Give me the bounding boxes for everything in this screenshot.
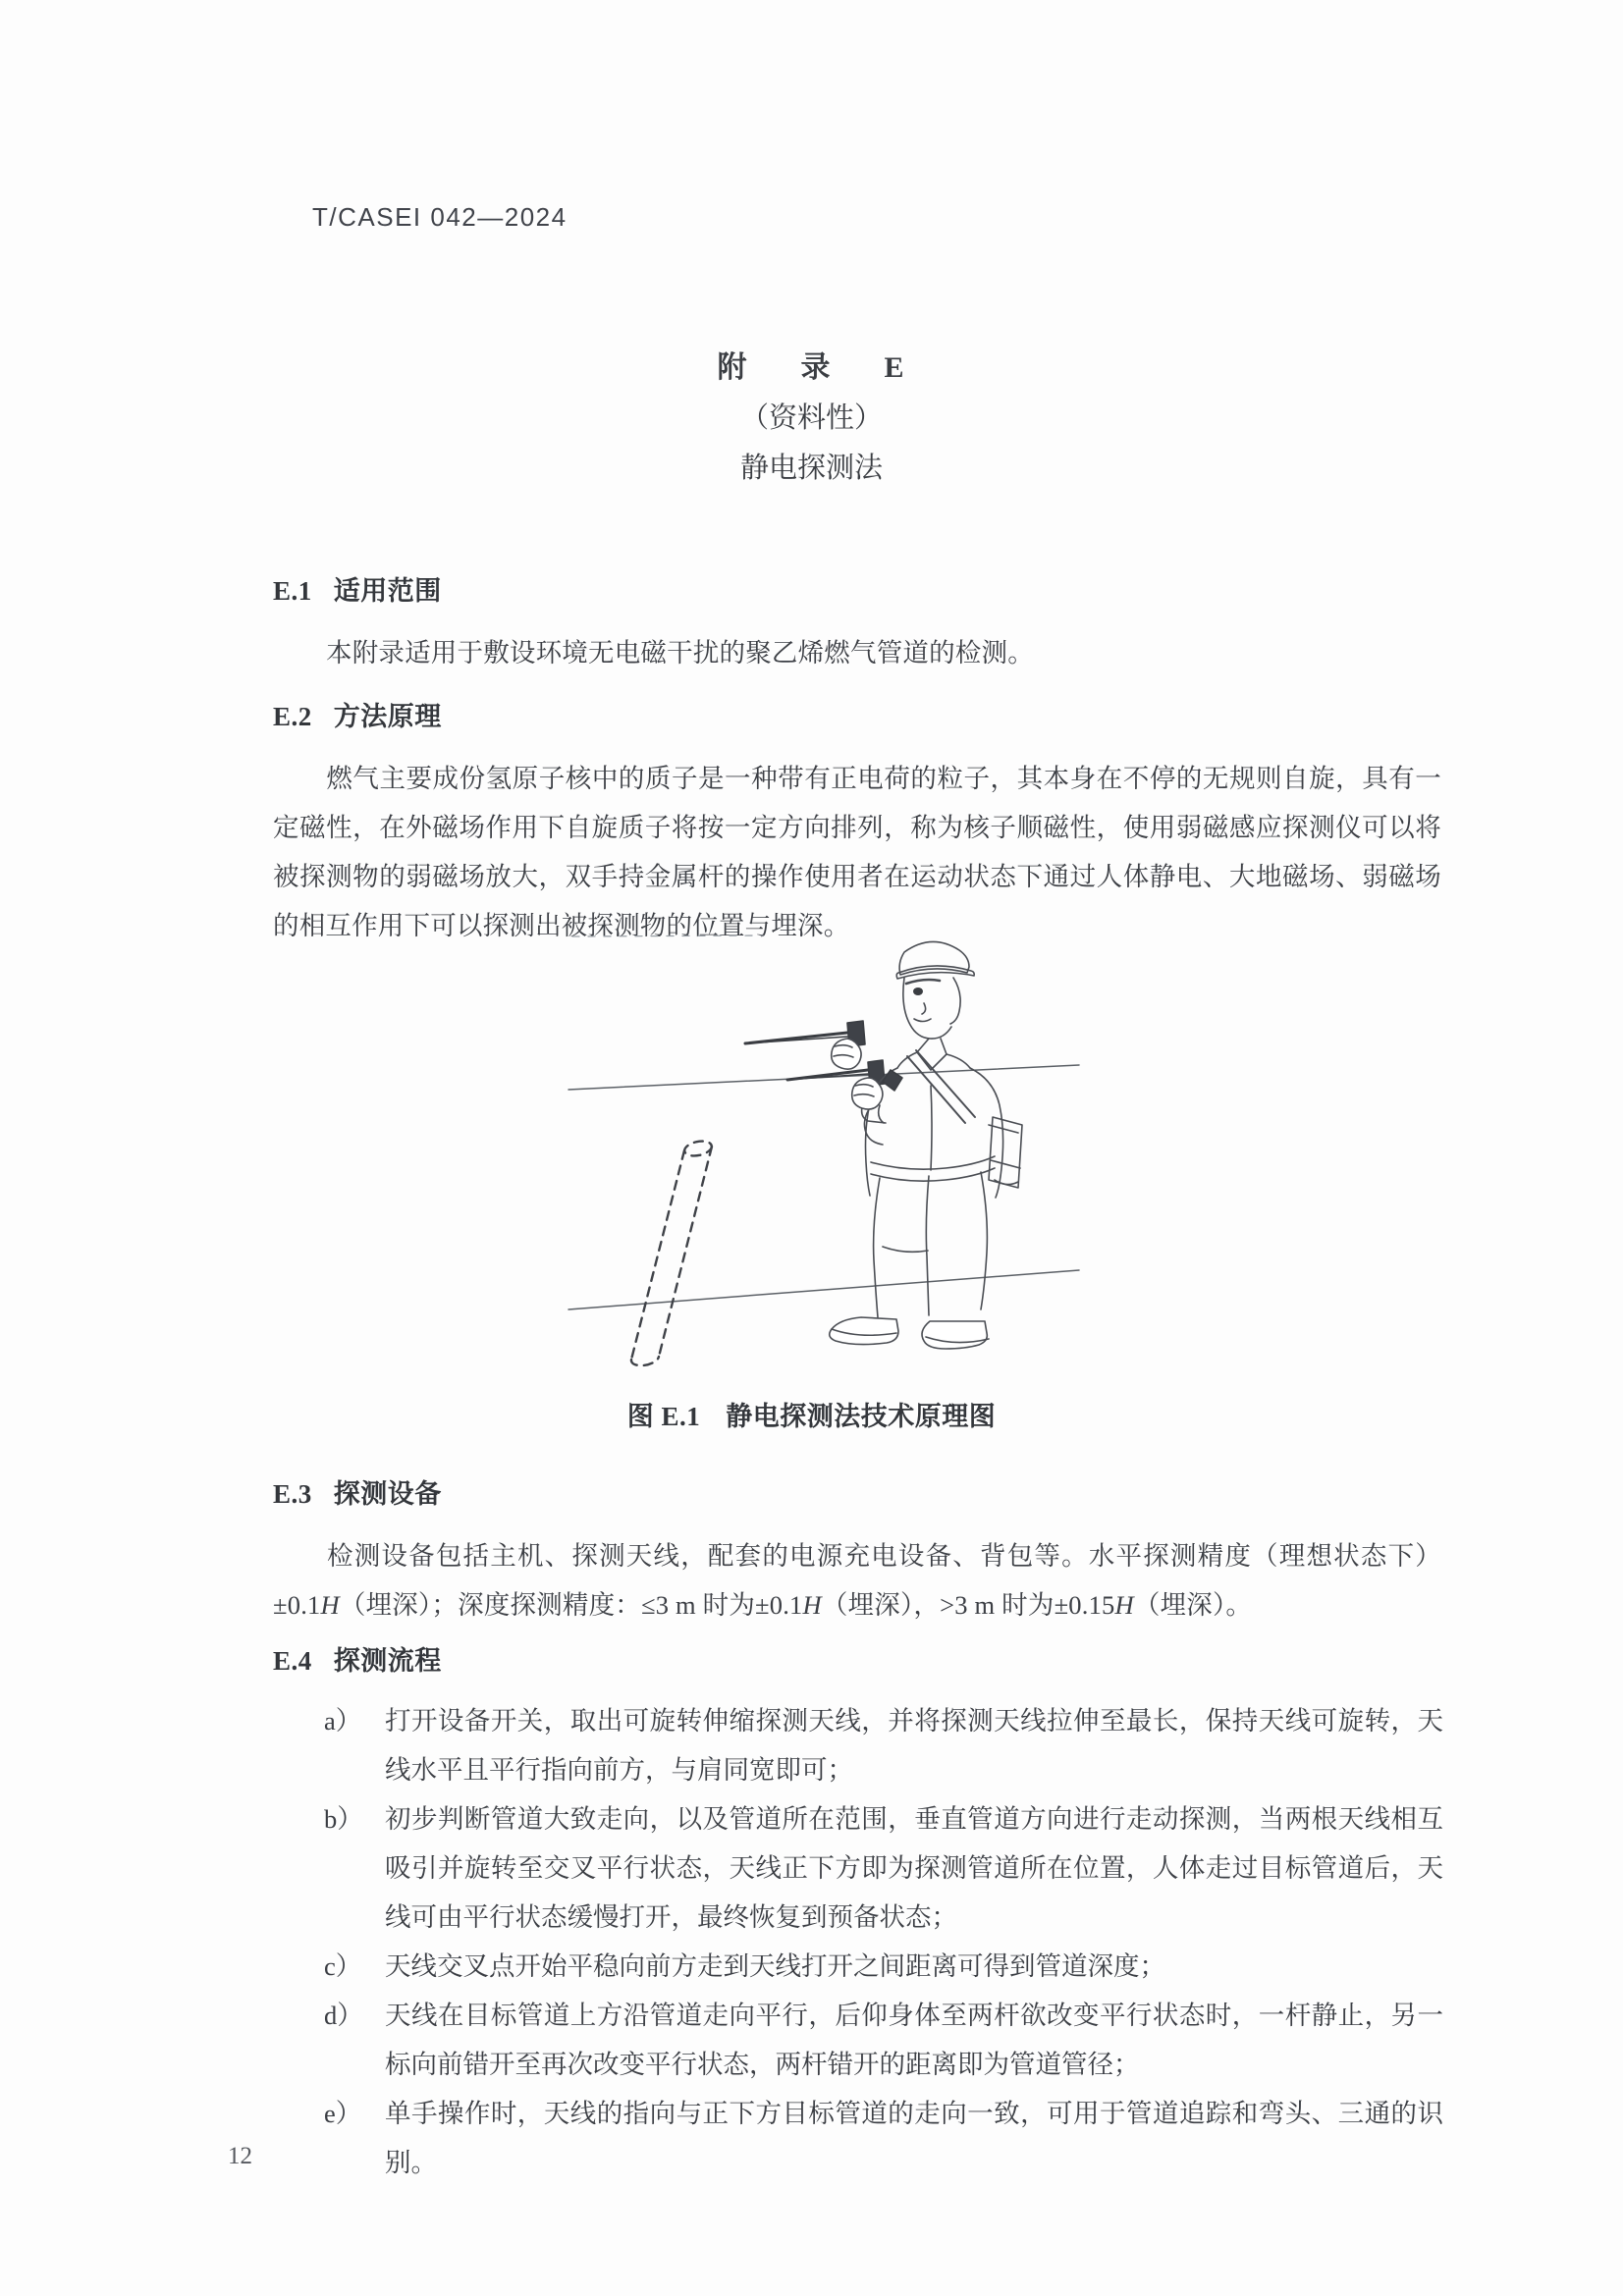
figure-caption-label: 图 E.1 xyxy=(626,1402,701,1431)
shoulder-strap xyxy=(907,1050,975,1123)
figure-illustration xyxy=(537,913,1087,1384)
list-item-text: 打开设备开关，取出可旋转伸缩探测天线，并将探测天线拉伸至最长，保持天线可旋转，天线水平且平行指向前方，与肩同宽即可； xyxy=(385,1706,1443,1785)
appendix-label-prefix: 附 xyxy=(717,351,749,384)
clause-heading-e3 xyxy=(273,1472,442,1511)
clause-heading-e1 xyxy=(273,569,442,608)
appendix-name: 静电探测法 xyxy=(739,453,883,484)
clause-title-e3: 探测设备 xyxy=(333,1479,442,1509)
buried-pipe-dashed xyxy=(630,1139,712,1365)
appendix-kind: （资料性） xyxy=(739,402,883,434)
clause-number-e1: E.1 xyxy=(273,576,312,606)
appendix-label xyxy=(0,353,1623,383)
list-marker: e） xyxy=(324,2099,362,2128)
clause-title-e2: 方法原理 xyxy=(333,702,442,731)
list-marker: b） xyxy=(324,1804,363,1834)
list-marker: a） xyxy=(324,1706,362,1735)
paragraph-e3-part1: 检测设备包括主机、探测天线，配套的电源充电设备、背包等。水平探测精度（理想状态下）±0.1 xyxy=(273,1541,1441,1620)
list-item xyxy=(324,1696,1443,1794)
paragraph-e3-part4: （埋深）。 xyxy=(1133,1590,1253,1620)
collar xyxy=(897,1039,970,1070)
paragraph-e3-part3: （埋深），>3 m 时为±0.15 xyxy=(821,1590,1115,1620)
list-item-text: 单手操作时，天线的指向与正下方目标管道的走向一致，可用于管道追踪和弯头、三通的识别。 xyxy=(385,2099,1443,2177)
list-item-text: 天线在目标管道上方沿管道走向平行，后仰身体至两杆欲改变平行状态时，一杆静止，另一标向前错开至再次改变平行状态，两杆错开的距离即为管道管径； xyxy=(385,2001,1443,2079)
appendix-title-block xyxy=(0,353,1623,483)
clause-number-e3: E.3 xyxy=(273,1479,312,1509)
head xyxy=(902,978,959,1039)
page-number: 12 xyxy=(228,2143,252,2169)
appendix-label-letter: E xyxy=(884,351,906,384)
figure-e1 xyxy=(0,913,1623,1433)
symbol-H-1: H xyxy=(320,1590,340,1620)
clause-heading-e2 xyxy=(273,695,442,733)
clause-number-e4: E.4 xyxy=(273,1646,312,1676)
clause-title-e1: 适用范围 xyxy=(333,576,442,606)
top-dashed-marks xyxy=(572,935,763,936)
symbol-H-2: H xyxy=(802,1590,822,1620)
paragraph-e1-text: 本附录适用于敷设环境无电磁干扰的聚乙烯燃气管道的检测。 xyxy=(326,638,1034,667)
figure-caption xyxy=(0,1395,1623,1433)
list-marker: c） xyxy=(324,1951,362,1981)
list-item xyxy=(324,1942,1443,1991)
list-item-text: 天线交叉点开始平稳向前方走到天线打开之间距离可得到管道深度； xyxy=(385,1951,1165,1981)
shoes xyxy=(829,1317,988,1349)
static-detection-principle-drawing xyxy=(537,913,1087,1384)
symbol-H-3: H xyxy=(1114,1590,1134,1620)
list-item xyxy=(324,2089,1443,2187)
helmet xyxy=(896,941,974,979)
equipment-pouch xyxy=(989,1117,1022,1188)
legs xyxy=(873,1172,987,1317)
list-item xyxy=(324,1991,1443,2089)
clause-title-e4: 探测流程 xyxy=(333,1646,442,1676)
paragraph-e2-text: 燃气主要成份氢原子核中的质子是一种带有正电荷的粒子，其本身在不停的无规则自旋，具有一定磁性，在外磁场作用下自旋质子将按一定方向排列，称为核子顺磁性，使用弱磁感应探测仪可以将被探测物的弱磁场放大，双手持金属杆的操作使用者在运动状态下通过人体静电、大地磁场、弱磁场的相互作用下可以探测出被探测物的位置与埋深。 xyxy=(273,764,1441,940)
paragraph-e3-part2: （埋深）；深度探测精度：≤3 m 时为±0.1 xyxy=(339,1590,803,1620)
paragraph-e1 xyxy=(273,628,1441,677)
belt xyxy=(871,1156,995,1181)
paragraph-e3 xyxy=(273,1531,1441,1629)
list-marker: d） xyxy=(324,2001,363,2030)
list-item-text: 初步判断管道大致走向，以及管道所在范围，垂直管道方向进行走动探测，当两根天线相互吸引并旋转至交叉平行状态，天线正下方即为探测管道所在位置，人体走过目标管道后，天线可由平行状态缓慢打开，最终恢复到预备状态； xyxy=(385,1804,1443,1932)
list-item xyxy=(324,1794,1443,1942)
appendix-label-suffix: 录 xyxy=(800,351,833,384)
figure-caption-text: 静电探测法技术原理图 xyxy=(726,1402,997,1431)
running-header: T/CASEI 042—2024 xyxy=(312,202,568,232)
clause-number-e2: E.2 xyxy=(273,702,312,731)
clause-heading-e4 xyxy=(273,1639,442,1678)
